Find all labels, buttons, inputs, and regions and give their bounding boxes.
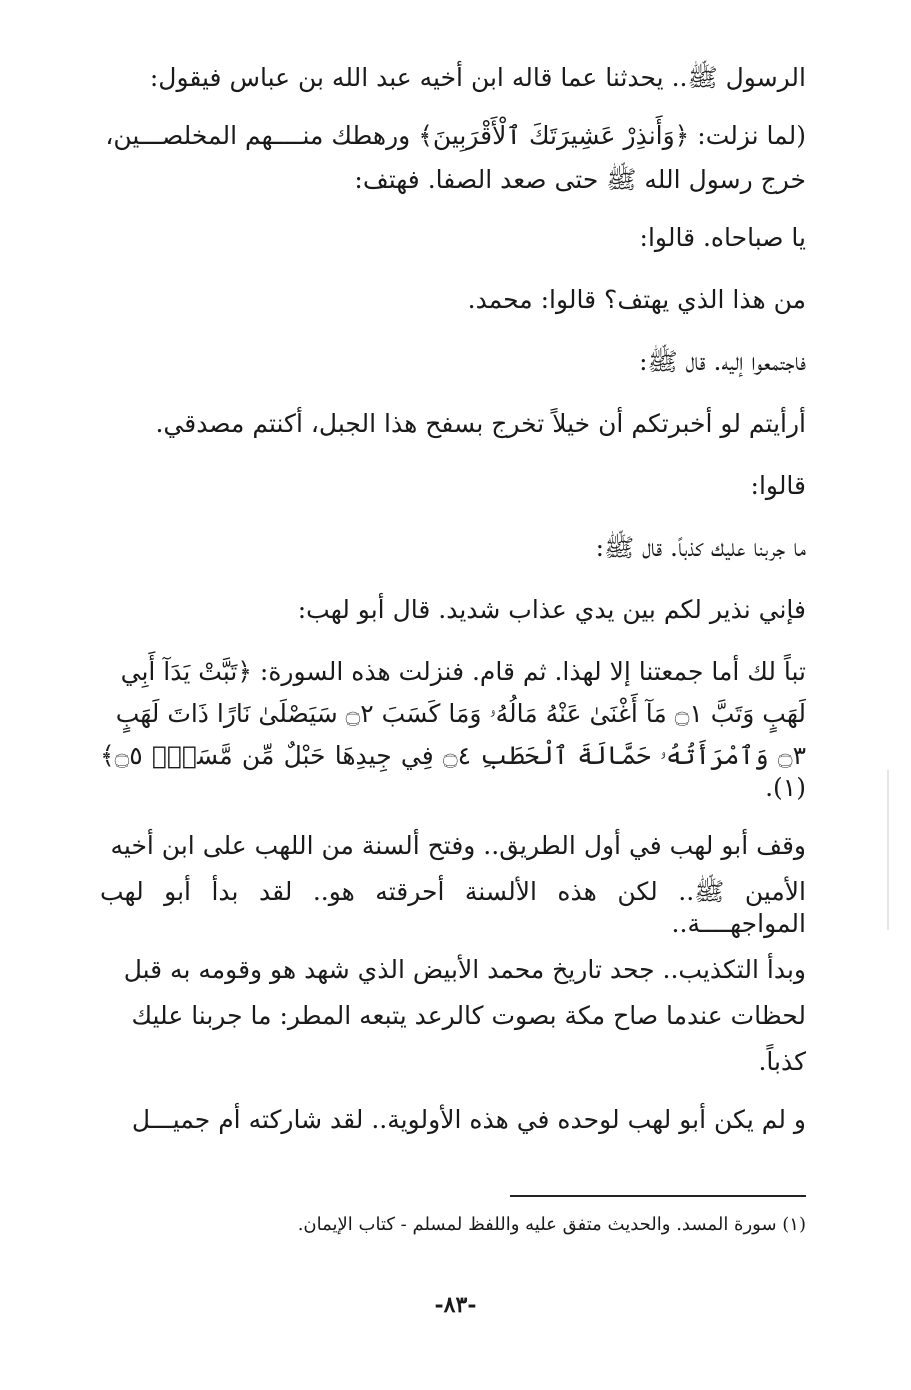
- paragraph-line: فإني نذير لكم بين يدي عذاب شديد. قال أبو لهب:: [297, 595, 806, 624]
- page-number: -٨٣-: [434, 1292, 477, 1318]
- paragraph-line: من هذا الذي يهتف؟ قالوا: محمد.: [467, 285, 806, 314]
- quran-line: لَهَبٍ وَتَبَّ ۝١ مَآ أَغْنَىٰ عَنْهُ مَالُهُۥ وَمَا كَسَبَ ۝٢ سَيَصْلَىٰ نَارًا ذَاتَ لَهَبٍ: [115, 699, 806, 728]
- paragraph-line: يا صباحاه. قالوا:: [639, 223, 806, 252]
- paragraph-line: لحظات عندما صاح مكة بصوت كالرعد يتبعه المطر: ما جربنا عليك: [131, 1001, 806, 1030]
- paragraph-line: خرج رسول الله ﷺ حتى صعد الصفا. فهتف:: [354, 165, 806, 194]
- paragraph-line: أرأيتم لو أخبرتكم أن خيلاً تخرج بسفح هذا الجبل، أكنتم مصدقي.: [155, 409, 806, 438]
- page-body: [100, 62, 806, 1136]
- paragraph-line: و لم يكن أبو لهب لوحده في هذه الأولوية.. لقد شاركته أم جميـــل: [131, 1105, 806, 1134]
- paragraph-line: كذباً.: [758, 1047, 806, 1076]
- paragraph-line: الأمين ﷺ.. لكن هذه الألسنة أحرقته هو.. لقد بدأ أبو لهب المواجهــــة..: [100, 877, 806, 938]
- footnote: (١) سورة المسد. والحديث متفق عليه واللفظ لمسلم - كتاب الإيمان.: [297, 1214, 806, 1235]
- paragraph-line: قالوا:: [750, 471, 806, 500]
- paragraph-line: وقف أبو لهب في أول الطريق.. وفتح ألسنة من اللهب على ابن أخيه: [110, 831, 806, 860]
- paragraph-line: (لما نزلت: ﴿وَأَنذِرْ عَشِيرَتَكَ ٱلْأَقْرَبِينَ﴾ ورهطك منــــهم المخلصـــين،: [105, 121, 806, 150]
- quran-line: تباً لك أما جمعتنا إلا لهذا. ثم قام. فنزلت هذه السورة: ﴿تَبَّتْ يَدَآ أَبِي: [120, 657, 806, 686]
- paragraph-line: وبدأ التكذيب.. جحد تاريخ محمد الأبيض الذي شهد هو وقومه به قبل: [123, 955, 806, 984]
- paragraph-line: ما جربنا عليك كذباً. قال ﷺ:: [595, 533, 806, 562]
- paragraph-line: فاجتمعوا إليه. قال ﷺ:: [639, 347, 806, 376]
- quran-line: ۝٣ وَٱمْرَأَتُهُۥ حَمَّالَةَ ٱلْحَطَبِ ۝٤ فِي جِيدِهَا حَبْلٌ مِّن مَّسَدٍۭ ۝٥﴾(١).: [100, 741, 806, 802]
- footnote-divider: [510, 1195, 806, 1197]
- page-edge-mark: [887, 770, 889, 930]
- paragraph-line: الرسول ﷺ.. يحدثنا عما قاله ابن أخيه عبد الله بن عباس فيقول:: [149, 63, 806, 92]
